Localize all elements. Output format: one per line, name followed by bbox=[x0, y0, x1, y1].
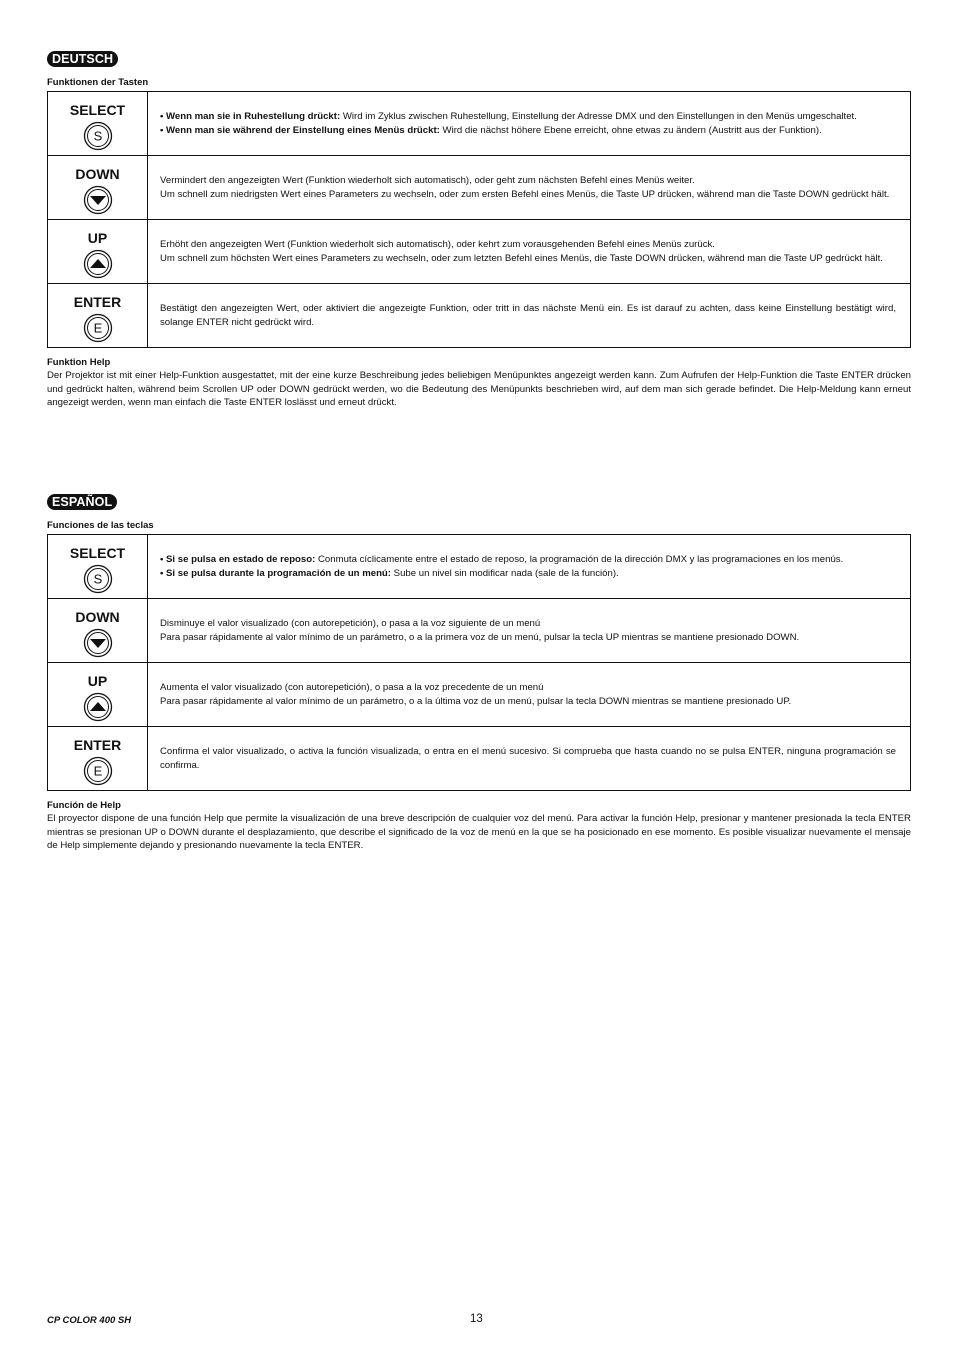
language-badge: DEUTSCH bbox=[47, 51, 118, 67]
arrow-down-icon bbox=[83, 185, 113, 215]
description-line: Para pasar rápidamente al valor mínimo de un parámetro, o a la primera voz de un menú, pulsar la tecla UP mientras se mantiene presionado DOWN. bbox=[160, 631, 800, 643]
key-description bbox=[148, 92, 911, 156]
key-description bbox=[148, 535, 911, 599]
description-line: Vermindert den angezeigten Wert (Funktion wiederholt sich automatisch), oder geht zum nächsten Befehl eines Menüs weiter. bbox=[160, 174, 695, 186]
key-cell bbox=[48, 535, 148, 599]
key-cell bbox=[48, 92, 148, 156]
key-description bbox=[148, 284, 911, 348]
page-number: 13 bbox=[470, 1313, 483, 1325]
footer-model-name: CP COLOR 400 SH bbox=[47, 1315, 132, 1326]
section-subtitle: Funktionen der Tasten bbox=[47, 77, 149, 88]
key-cell bbox=[48, 727, 148, 791]
arrow-up-icon bbox=[83, 249, 113, 279]
description-line: • Wenn man sie in Ruhestellung drückt: Wird im Zyklus zwischen Ruhestellung, Einstellung der Adresse DMX und den Einstellungen in den Menüs umgeschaltet. bbox=[160, 110, 857, 122]
arrow-up-icon bbox=[83, 692, 113, 722]
key-name: SELECT bbox=[69, 101, 126, 118]
key-description bbox=[148, 599, 911, 663]
key-name: UP bbox=[87, 229, 108, 246]
key-description bbox=[148, 220, 911, 284]
key-description bbox=[148, 156, 911, 220]
key-name: DOWN bbox=[75, 608, 120, 625]
key-cell bbox=[48, 599, 148, 663]
key-description bbox=[148, 663, 911, 727]
key-row-up bbox=[48, 220, 911, 284]
description-line: Aumenta el valor visualizado (con autorepetición), o pasa a la voz precedente de un menú bbox=[160, 681, 544, 693]
key-row-select bbox=[48, 535, 911, 599]
icon-letter: S bbox=[93, 128, 102, 143]
key-cell bbox=[48, 220, 148, 284]
description-line: Para pasar rápidamente al valor mínimo de un parámetro, o a la última voz de un menú, pulsar la tecla DOWN mientras se mantiene presionado UP. bbox=[160, 695, 792, 707]
description-line: • Si se pulsa en estado de reposo: Conmuta cíclicamente entre el estado de reposo, la programación de la dirección DMX y las programaciones en los menús. bbox=[160, 553, 844, 565]
description-line: Disminuye el valor visualizado (con autorepetición), o pasa a la voz siguiente de un menú bbox=[160, 617, 541, 629]
key-row-enter bbox=[48, 727, 911, 791]
section-espanol bbox=[47, 493, 911, 853]
key-name: ENTER bbox=[73, 293, 122, 310]
key-name: UP bbox=[87, 672, 108, 689]
icon-letter: S bbox=[93, 571, 102, 586]
key-functions-table bbox=[47, 534, 911, 791]
enter-e-icon bbox=[83, 313, 113, 343]
key-name: SELECT bbox=[69, 544, 126, 561]
key-row-enter bbox=[48, 284, 911, 348]
select-s-icon bbox=[83, 121, 113, 151]
arrow-down-icon bbox=[83, 628, 113, 658]
key-cell bbox=[48, 156, 148, 220]
description-line: Um schnell zum niedrigsten Wert eines Parameters zu wechseln, oder zum ersten Befehl eines Menüs, die Taste UP drücken, während man die Taste DOWN gedrückt hält. bbox=[160, 188, 890, 200]
section-subtitle: Funciones de las teclas bbox=[47, 520, 154, 531]
key-description bbox=[148, 727, 911, 791]
help-title: Función de Help bbox=[47, 800, 121, 811]
description-line: • Wenn man sie während der Einstellung eines Menüs drückt: Wird die nächst höhere Ebene erreicht, ohne etwas zu ändern (Austritt aus der Funktion). bbox=[160, 124, 822, 136]
icon-letter: E bbox=[93, 763, 102, 778]
help-title: Funktion Help bbox=[47, 357, 111, 368]
key-row-down bbox=[48, 156, 911, 220]
description-line: Confirma el valor visualizado, o activa la función visualizada, o entra en el menú sucesivo. Si comprueba que hasta cuando no se pulsa ENTER, ninguna programación se confirma. bbox=[160, 745, 896, 771]
description-line: Um schnell zum höchsten Wert eines Parameters zu wechseln, oder zum letzten Befehl eines Menüs, die Taste DOWN drücken, während man die Taste UP gedrückt hält. bbox=[160, 252, 883, 264]
select-s-icon bbox=[83, 564, 113, 594]
key-name: ENTER bbox=[73, 736, 122, 753]
key-functions-table bbox=[47, 91, 911, 348]
key-row-down bbox=[48, 599, 911, 663]
key-name: DOWN bbox=[75, 165, 120, 182]
key-cell bbox=[48, 663, 148, 727]
description-line: • Si se pulsa durante la programación de un menú: Sube un nivel sin modificar nada (sale de la función). bbox=[160, 567, 619, 579]
help-text: Der Projektor ist mit einer Help-Funktion ausgestattet, mit der eine kurze Beschreibung jedes beliebigen Menüpunktes angezeigt werden kann. Zum Aufrufen der Help-Funktion die Taste ENTER drücken und gedrückt halten, während beim Scrollen UP oder DOWN gedrückt werden, wo die Bedeutung des Menüpunkts beschrieben wird, auf dem man sich gerade befindet. Die Help-Meldung kann erneut angezeigt werden, wenn man einfach die Taste ENTER loslässt und erneut drückt. bbox=[47, 370, 911, 408]
icon-letter: E bbox=[93, 320, 102, 335]
enter-e-icon bbox=[83, 756, 113, 786]
key-row-up bbox=[48, 663, 911, 727]
description-line: Bestätigt den angezeigten Wert, oder aktiviert die angezeigte Funktion, oder tritt in das nächste Menü ein. Es ist darauf zu achten, dass keine Einstellung bestätigt wird, solange ENTER nicht gedrückt wird. bbox=[160, 302, 896, 328]
key-cell bbox=[48, 284, 148, 348]
language-badge: ESPAÑOL bbox=[47, 494, 117, 510]
key-row-select bbox=[48, 92, 911, 156]
description-line: Erhöht den angezeigten Wert (Funktion wiederholt sich automatisch), oder kehrt zum vorausgehenden Befehl eines Menüs zurück. bbox=[160, 238, 715, 250]
section-deutsch bbox=[47, 50, 911, 410]
help-text: El proyector dispone de una función Help que permite la visualización de una breve descripción de cualquier voz del menú. Para activar la función Help, presionar y mantener presionada la tecla ENTER mientras se presionan UP o DOWN durante el desplazamiento, que describe el significado de la voz de menú en la que se ha posicionado en ese momento. Es posible visualizar nuevamente el mensaje de Help simplemente dejando y presionando nuevamente la tecla ENTER. bbox=[47, 813, 911, 851]
